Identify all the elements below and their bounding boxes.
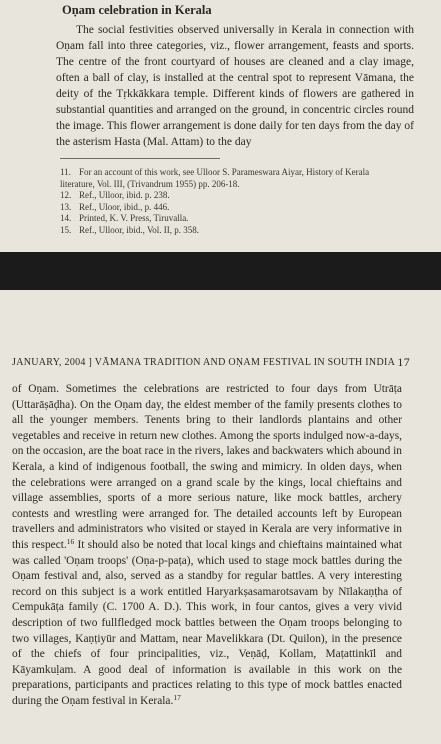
footnote-13 bbox=[60, 202, 420, 214]
footnote-12 bbox=[60, 190, 420, 202]
footnote-text-line2: literature, Vol. III, (Trivandrum 1955) pp. 206-18. bbox=[60, 178, 240, 189]
footnote-text: Ref., Uloor, ibid., p. 446. bbox=[79, 201, 170, 212]
footnote-number: 14. bbox=[60, 213, 72, 223]
footnotes bbox=[60, 167, 420, 236]
bottom-paragraph bbox=[12, 382, 402, 709]
section-title: Oṇam celebration in Kerala bbox=[62, 3, 212, 17]
footnote-15 bbox=[60, 225, 420, 237]
footnote-ref-17: 17 bbox=[173, 692, 181, 702]
footnote-11 bbox=[60, 167, 420, 179]
top-page bbox=[0, 0, 441, 252]
footnote-text bbox=[79, 167, 420, 179]
top-paragraph: The social festivities observed universally in Kerala in connection with Oṇam fall into three categories, viz., flower arrangement, feasts and sports. The centre of the front courtyard of houses are cleaned and a clay image, often a ball of clay, is installed at the central spot to represent Vāmana, the deity of the Tṛkkākkara temple. Different kinds of flowers are gathered in substantial quantities and arranged on the ground, in concentric circles round the image. This flower arrangement is done daily for ten days from the day of the asterism Hasta (Mal. Attam) to the day bbox=[56, 24, 414, 148]
running-head-text: JANUARY, 2004 ] VĀMANA TRADITION AND OṆAM FESTIVAL IN SOUTH INDIA bbox=[12, 357, 396, 368]
footnote-text: Ref., Ulloor, ibid. p. 238. bbox=[79, 190, 170, 200]
running-head bbox=[12, 357, 410, 368]
paragraph-text-part2: It should also be noted that local kings and chieftains maintained what was called 'Oṇam troops' (Oṇa-p-paṭa), which used to stage mock battles during the Oṇam festival and, also, served as a standby for regular battles. A very interesting record on this subject is a work entitled Haryarkṣasamarotsavam by Nīlakaṇṭha of Cempukāṭa family (C. 1700 A. D.). This work, in four cantos, gives a very vivid description of two fullfledged mock battles between the Oṇam troops belonging to two villages, Kaṇṭiyūr and Mattam, near Mavelikkara (Dt. Quilon), in the presence of the chiefs of four principalities, viz., Veṇāḍ, Kollam, Maṭattinkīl and Kāyamkuḷam. A good deal of information is available in this work on the preparations, participants and practices relating to this type of mock battles enacted during the Oṇam festival in Kerala. bbox=[12, 538, 402, 707]
bottom-page bbox=[0, 290, 441, 744]
footnote-divider bbox=[60, 158, 220, 159]
footnote-text: Printed, K. V. Press, Tiruvalla. bbox=[79, 213, 189, 223]
footnote-14 bbox=[60, 213, 420, 225]
footnote-ref-16: 16 bbox=[66, 536, 75, 546]
footnote-number: 11. bbox=[60, 167, 71, 177]
footnote-text-line1: For an account of this work, see Ulloor S. Parameswara Aiyar, History of Kerala bbox=[79, 167, 370, 177]
footnote-number: 15. bbox=[60, 224, 72, 235]
paragraph-text-part1: of Oṇam. Sometimes the celebrations are restricted to four days from Utrāṭa (Uttarāṣāḍha). On the Oṇam day, the eldest member of the family presents clothes to all the younger members. Tenents bring to their landlords plantains and other vegetables and receive in return new clothes. Among the sports indulged now-a-days, on the occasion, are the boat race in the rivers, lakes and backwaters which abound in Kerala, a kind of indigenous football, the swing and mimicry. In olden days, when the celebrations were arranged on a grand scale by the kings, local chieftains and village assemblies, sports of a more serious nature, like mock battles, archery contests and wrestling were arranged for. The detailed accounts left by European travellers and administrators who visited or stayed in Kerala are very informative in this respect. bbox=[12, 383, 402, 551]
footnote-number: 12. bbox=[60, 190, 72, 200]
page-number: 17 bbox=[397, 355, 410, 369]
footnote-number: 13. bbox=[60, 201, 72, 212]
footnote-text: Ref., Ulloor, ibid., Vol. II, p. 358. bbox=[79, 224, 200, 235]
